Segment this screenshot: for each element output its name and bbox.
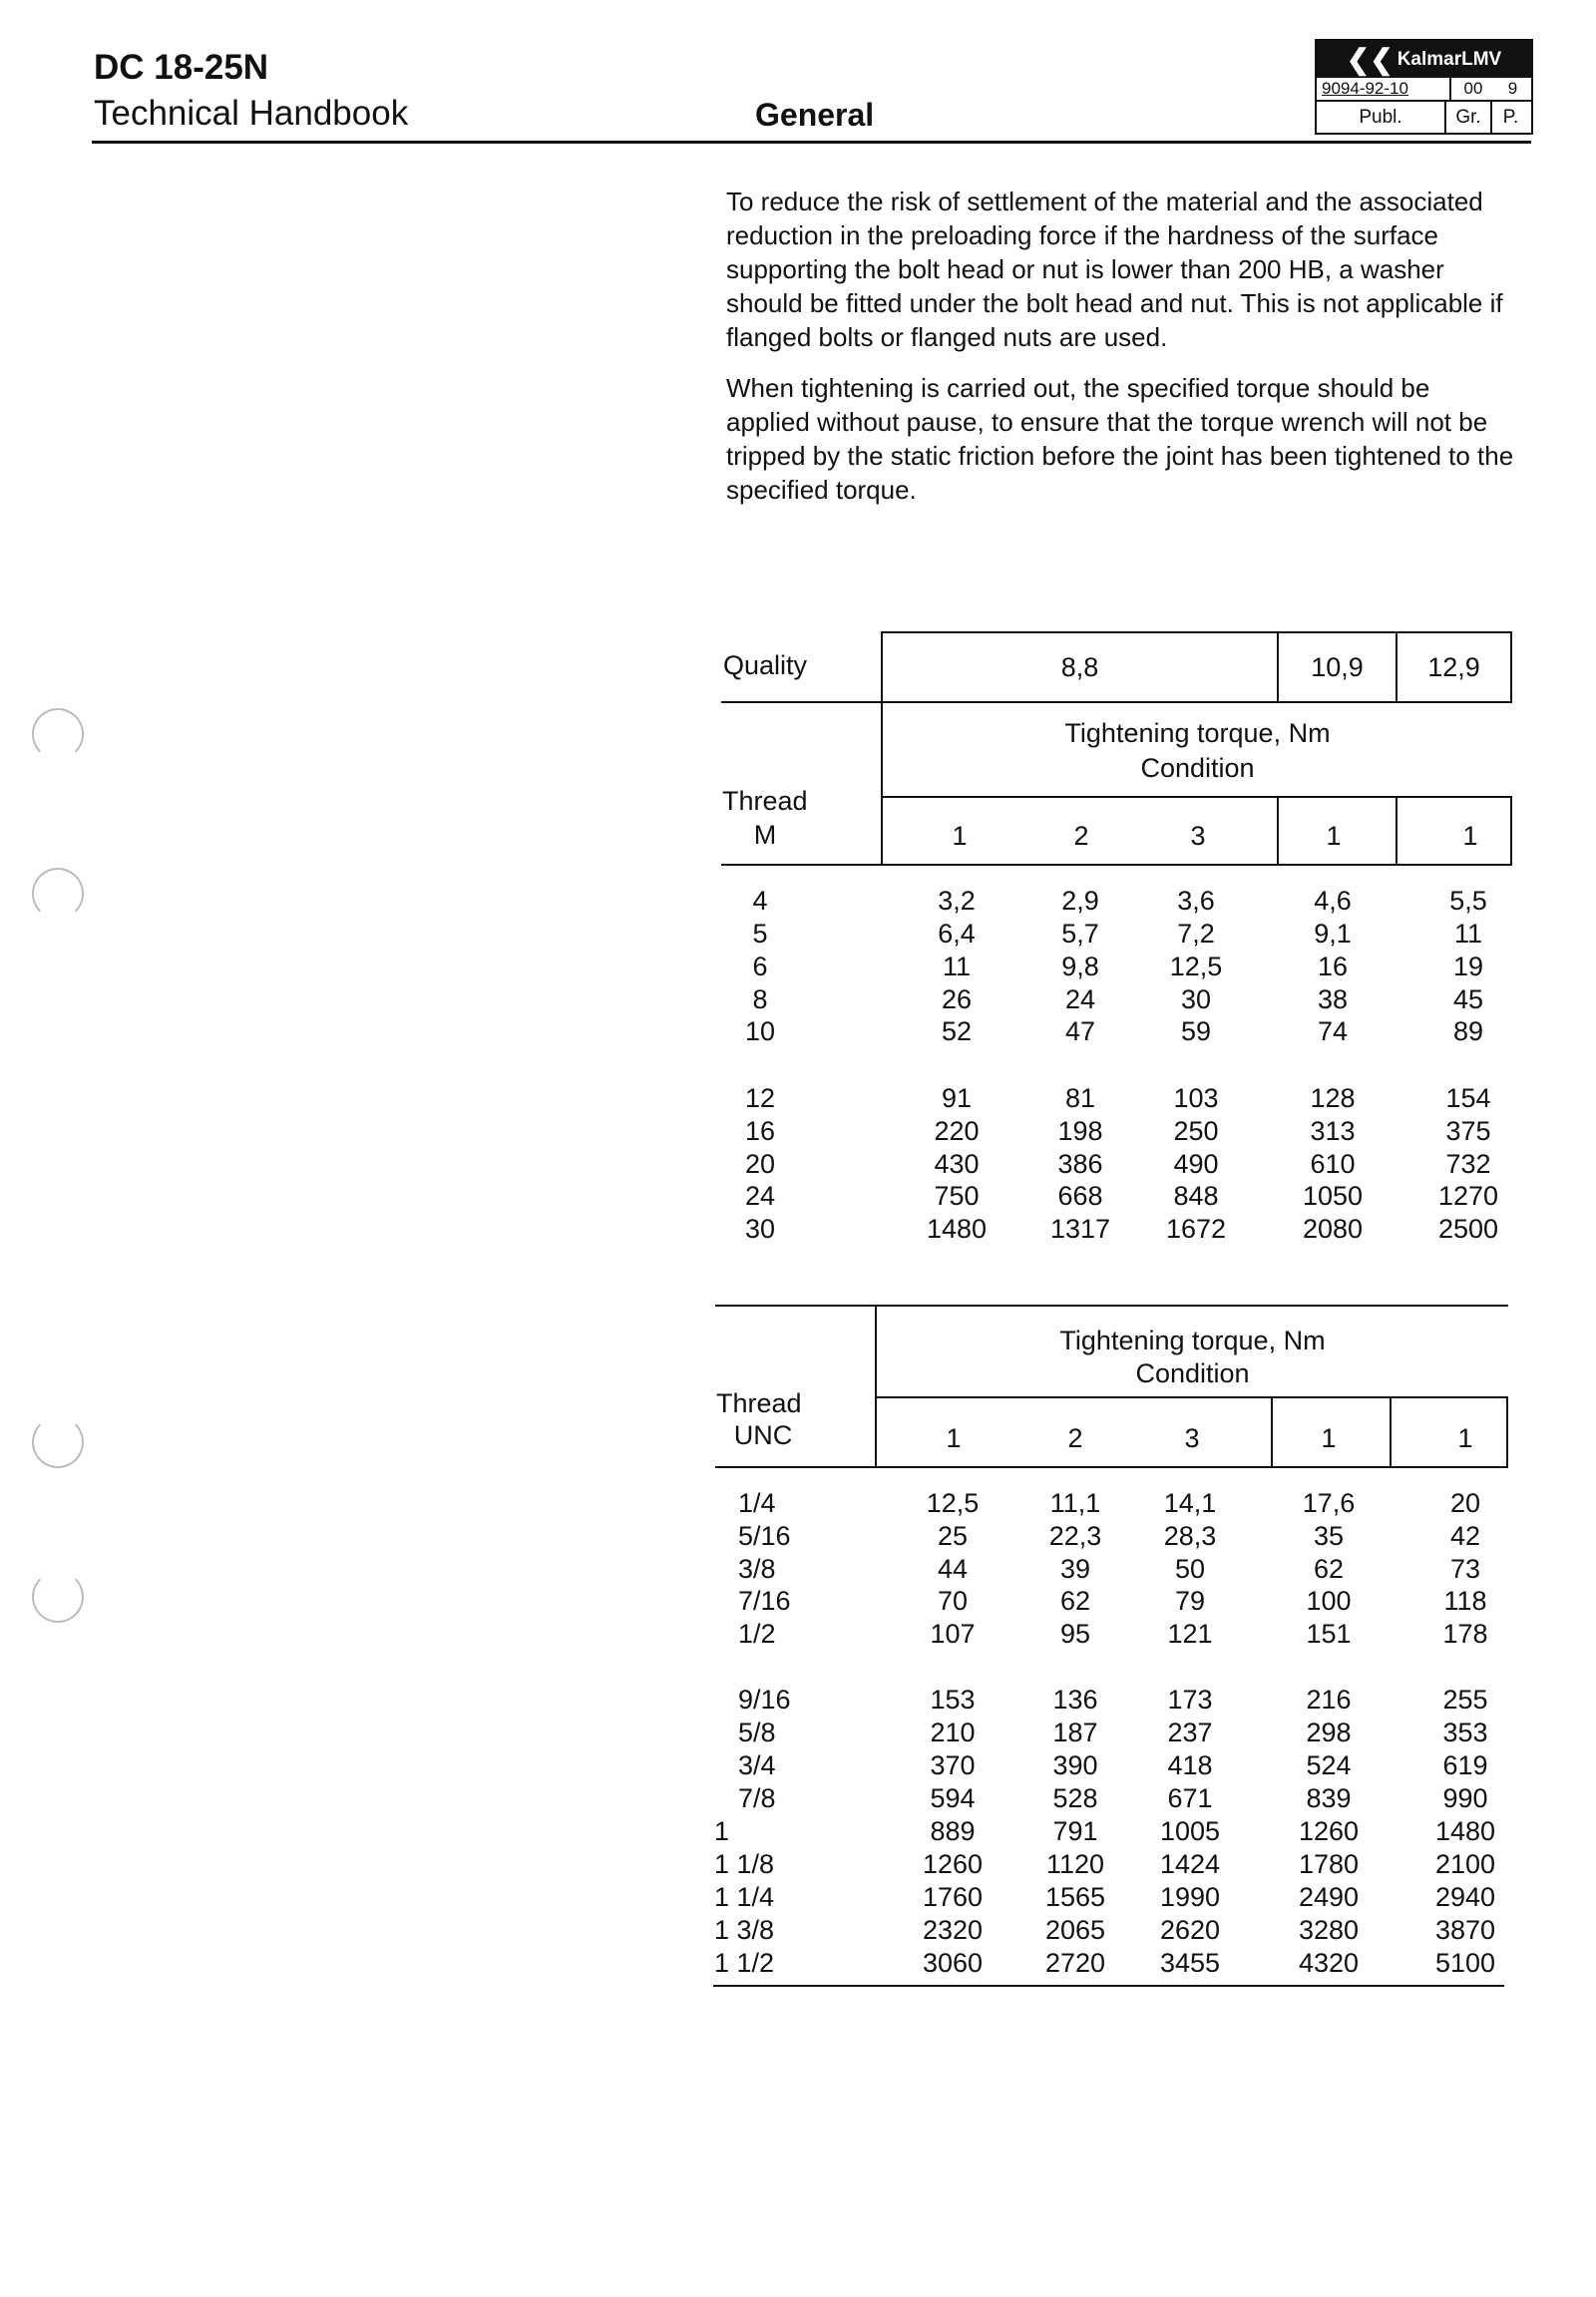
- torque-value-cell: 3870: [1434, 1915, 1496, 1945]
- binder-hole: [32, 1571, 84, 1623]
- binder-hole: [32, 1416, 84, 1468]
- torque-value-cell: 490: [1173, 1149, 1219, 1179]
- table-rule: [721, 701, 1512, 703]
- thread-label: Thread: [722, 786, 808, 816]
- torque-value-cell: 3,6: [1177, 886, 1215, 916]
- torque-value-cell: 52: [941, 1016, 973, 1046]
- torque-value-cell: 35: [1313, 1521, 1345, 1551]
- condition-label: Condition: [1135, 1358, 1250, 1388]
- torque-value-cell: 30: [1180, 984, 1212, 1014]
- torque-value-cell: 418: [1167, 1750, 1213, 1780]
- torque-value-cell: 3455: [1159, 1948, 1221, 1978]
- torque-value-cell: 889: [930, 1816, 976, 1846]
- torque-value-cell: 73: [1449, 1554, 1481, 1584]
- thread-size-cell: 30: [744, 1214, 776, 1244]
- thread-size-cell: 7/16: [738, 1586, 791, 1616]
- torque-value-cell: 107: [930, 1619, 976, 1649]
- chevron-logo-icon: ❮❮: [1346, 43, 1394, 75]
- thread-size-cell: 20: [744, 1149, 776, 1179]
- thread-unit-m: M: [753, 820, 777, 850]
- torque-value-cell: 153: [930, 1685, 976, 1715]
- torque-value-cell: 2080: [1302, 1214, 1364, 1244]
- torque-value-cell: 1760: [922, 1882, 984, 1912]
- torque-value-cell: 11: [942, 952, 972, 981]
- torque-value-cell: 255: [1442, 1685, 1488, 1715]
- thread-size-cell: 5/8: [738, 1718, 776, 1747]
- brand-logo: [1317, 41, 1531, 78]
- torque-value-cell: 19: [1452, 952, 1484, 981]
- torque-value-cell: 2320: [922, 1915, 984, 1945]
- torque-value-cell: 848: [1173, 1181, 1219, 1211]
- torque-value-cell: 524: [1306, 1750, 1352, 1780]
- torque-value-cell: 1424: [1159, 1849, 1221, 1879]
- torque-value-cell: 610: [1310, 1149, 1356, 1179]
- condition-1-129: 1: [1457, 1423, 1473, 1453]
- torque-value-cell: 732: [1445, 1149, 1491, 1179]
- torque-value-cell: 3280: [1298, 1915, 1360, 1945]
- thread-size-cell: 9/16: [738, 1685, 791, 1715]
- thread-size-cell: 7/8: [738, 1783, 776, 1813]
- thread-size-cell: 5: [752, 919, 768, 949]
- torque-value-cell: 594: [930, 1783, 976, 1813]
- torque-label: Tightening torque, Nm: [1064, 718, 1331, 748]
- torque-label: Tightening torque, Nm: [1059, 1326, 1326, 1355]
- torque-value-cell: 2500: [1437, 1214, 1499, 1244]
- publ-label: Publ.: [1359, 106, 1402, 128]
- torque-value-cell: 791: [1052, 1816, 1098, 1846]
- torque-value-cell: 1990: [1159, 1882, 1221, 1912]
- condition-1-129: 1: [1462, 821, 1478, 851]
- torque-value-cell: 17,6: [1302, 1488, 1356, 1518]
- torque-value-cell: 1270: [1437, 1181, 1499, 1211]
- torque-value-cell: 237: [1167, 1718, 1213, 1747]
- torque-value-cell: 59: [1180, 1016, 1212, 1046]
- torque-value-cell: 45: [1452, 984, 1484, 1014]
- torque-value-cell: 5100: [1434, 1948, 1496, 1978]
- torque-value-cell: 28,3: [1163, 1521, 1217, 1551]
- torque-value-cell: 1260: [922, 1849, 984, 1879]
- torque-value-cell: 173: [1167, 1685, 1213, 1715]
- torque-value-cell: 2,9: [1061, 886, 1099, 916]
- torque-value-cell: 12,5: [926, 1488, 980, 1518]
- thread-size-cell: 1 3/8: [714, 1915, 775, 1945]
- torque-value-cell: 1050: [1302, 1181, 1364, 1211]
- torque-value-cell: 4,6: [1314, 886, 1352, 916]
- document-subtitle: Technical Handbook: [94, 94, 409, 133]
- torque-value-cell: 74: [1317, 1016, 1349, 1046]
- thread-size-cell: 1 1/4: [714, 1882, 775, 1912]
- torque-value-cell: 4320: [1298, 1948, 1360, 1978]
- thread-size-cell: 16: [744, 1116, 776, 1146]
- torque-value-cell: 11,1: [1049, 1488, 1101, 1518]
- table-rule: [715, 1305, 1508, 1307]
- torque-value-cell: 198: [1057, 1116, 1103, 1146]
- section-title: General: [755, 97, 875, 133]
- torque-value-cell: 990: [1442, 1783, 1488, 1813]
- torque-value-cell: 528: [1052, 1783, 1098, 1813]
- publication-numbers: [1317, 78, 1531, 102]
- thread-size-cell: 4: [752, 886, 768, 916]
- torque-value-cell: 2620: [1159, 1915, 1221, 1945]
- torque-value-cell: 91: [941, 1083, 973, 1113]
- torque-value-cell: 9,8: [1061, 952, 1099, 981]
- condition-1-109: 1: [1321, 1423, 1337, 1453]
- table-rule: [721, 864, 881, 866]
- torque-value-cell: 81: [1064, 1083, 1096, 1113]
- thread-size-cell: 1 1/2: [714, 1948, 775, 1978]
- torque-value-cell: 20: [1449, 1488, 1481, 1518]
- torque-value-cell: 178: [1442, 1619, 1488, 1649]
- torque-value-cell: 38: [1317, 984, 1349, 1014]
- torque-value-cell: 2720: [1044, 1948, 1106, 1978]
- torque-value-cell: 386: [1057, 1149, 1103, 1179]
- torque-value-cell: 1317: [1049, 1214, 1111, 1244]
- torque-value-cell: 44: [937, 1554, 969, 1584]
- torque-value-cell: 16: [1317, 952, 1349, 981]
- document-title: DC 18-25N: [94, 48, 269, 87]
- torque-value-cell: 1260: [1298, 1816, 1360, 1846]
- torque-value-cell: 671: [1167, 1783, 1213, 1813]
- thread-size-cell: 8: [752, 984, 768, 1014]
- thread-size-cell: 6: [752, 952, 768, 981]
- thread-label: Thread: [716, 1388, 802, 1418]
- paragraph-washer-note: To reduce the risk of settlement of the material and the associated reduction in the preloading force if the hardness of the surface supporting the bolt head or nut is lower than 200 HB, a washer should be fitted under the bolt head and nut. This is not applicable if flanged bolts or flanged nuts are used.: [726, 187, 1503, 352]
- torque-value-cell: 375: [1445, 1116, 1491, 1146]
- torque-value-cell: 3060: [922, 1948, 984, 1978]
- quality-label: Quality: [723, 650, 808, 680]
- torque-value-cell: 12,5: [1169, 952, 1223, 981]
- torque-value-cell: 2940: [1434, 1882, 1496, 1912]
- torque-value-cell: 2065: [1044, 1915, 1106, 1945]
- torque-value-cell: 11: [1453, 919, 1483, 949]
- condition-3: 3: [1190, 821, 1206, 851]
- torque-value-cell: 89: [1452, 1016, 1484, 1046]
- condition-3: 3: [1184, 1423, 1200, 1453]
- torque-value-cell: 187: [1052, 1718, 1098, 1747]
- torque-value-cell: 50: [1174, 1554, 1206, 1584]
- torque-value-cell: 1780: [1298, 1849, 1360, 1879]
- thread-size-cell: 1/4: [738, 1488, 776, 1518]
- torque-value-cell: 95: [1059, 1619, 1091, 1649]
- torque-value-cell: 24: [1064, 984, 1096, 1014]
- torque-value-cell: 79: [1174, 1586, 1206, 1616]
- binder-hole: [32, 868, 84, 920]
- publication-labels: [1317, 102, 1531, 133]
- torque-value-cell: 3,2: [938, 886, 976, 916]
- group-number: 00: [1449, 78, 1495, 100]
- torque-value-cell: 1565: [1044, 1882, 1106, 1912]
- condition-1-109: 1: [1326, 821, 1342, 851]
- torque-value-cell: 128: [1310, 1083, 1356, 1113]
- thread-size-cell: 3/4: [738, 1750, 776, 1780]
- torque-value-cell: 2490: [1298, 1882, 1360, 1912]
- torque-value-cell: 1480: [1434, 1816, 1496, 1846]
- quality-88: 8,8: [1060, 652, 1099, 682]
- torque-value-cell: 121: [1167, 1619, 1213, 1649]
- paragraph-tightening-note: When tightening is carried out, the specified torque should be applied without pause, to ensure that the torque wrench will not be tripped by the static friction before the joint has been tightened to the specified torque.: [726, 373, 1514, 505]
- torque-value-cell: 668: [1057, 1181, 1103, 1211]
- torque-value-cell: 62: [1313, 1554, 1345, 1584]
- torque-value-cell: 390: [1052, 1750, 1098, 1780]
- torque-value-cell: 70: [937, 1586, 969, 1616]
- torque-value-cell: 103: [1173, 1083, 1219, 1113]
- torque-value-cell: 216: [1306, 1685, 1352, 1715]
- publication-info-box: [1315, 39, 1533, 135]
- quality-129: 12,9: [1427, 652, 1480, 682]
- thread-size-cell: 1: [714, 1816, 730, 1846]
- thread-unit-unc: UNC: [733, 1420, 793, 1450]
- torque-value-cell: 62: [1059, 1586, 1091, 1616]
- torque-value-cell: 22,3: [1048, 1521, 1102, 1551]
- torque-value-cell: 9,1: [1314, 919, 1352, 949]
- torque-value-cell: 5,7: [1061, 919, 1099, 949]
- torque-value-cell: 5,5: [1449, 886, 1487, 916]
- torque-value-cell: 839: [1306, 1783, 1352, 1813]
- page-number: 9: [1507, 79, 1518, 98]
- torque-value-cell: 210: [930, 1718, 976, 1747]
- quality-109: 10,9: [1311, 652, 1364, 682]
- torque-value-cell: 430: [934, 1149, 980, 1179]
- torque-value-cell: 25: [937, 1521, 969, 1551]
- torque-value-cell: 26: [941, 984, 973, 1014]
- thread-size-cell: 12: [744, 1083, 776, 1113]
- torque-value-cell: 619: [1442, 1750, 1488, 1780]
- torque-value-cell: 118: [1443, 1586, 1487, 1616]
- condition-2: 2: [1067, 1423, 1083, 1453]
- thread-size-cell: 24: [744, 1181, 776, 1211]
- torque-value-cell: 250: [1173, 1116, 1219, 1146]
- thread-size-cell: 5/16: [738, 1521, 791, 1551]
- gr-label: Gr.: [1444, 102, 1490, 133]
- torque-value-cell: 298: [1306, 1718, 1352, 1747]
- p-label: P.: [1490, 102, 1529, 133]
- torque-value-cell: 353: [1442, 1718, 1488, 1747]
- torque-value-cell: 1480: [926, 1214, 988, 1244]
- condition-2: 2: [1073, 821, 1089, 851]
- torque-value-cell: 42: [1449, 1521, 1481, 1551]
- torque-value-cell: 1672: [1165, 1214, 1227, 1244]
- condition-label: Condition: [1140, 753, 1255, 783]
- torque-value-cell: 1005: [1159, 1816, 1221, 1846]
- torque-value-cell: 14,1: [1163, 1488, 1217, 1518]
- torque-value-cell: 154: [1445, 1083, 1491, 1113]
- torque-value-cell: 370: [930, 1750, 976, 1780]
- condition-1: 1: [946, 1423, 962, 1453]
- table-bottom-rule: [713, 1985, 1504, 1987]
- condition-1: 1: [952, 821, 968, 851]
- table-rule: [715, 1466, 875, 1468]
- torque-value-cell: 47: [1064, 1016, 1096, 1046]
- torque-value-cell: 1120: [1045, 1849, 1105, 1879]
- torque-value-cell: 151: [1306, 1619, 1352, 1649]
- publication-number: 9094-92-10: [1322, 79, 1408, 98]
- torque-value-cell: 7,2: [1177, 919, 1215, 949]
- torque-value-cell: 750: [934, 1181, 980, 1211]
- torque-value-cell: 136: [1052, 1685, 1098, 1715]
- binder-hole: [32, 708, 84, 760]
- torque-value-cell: 2100: [1434, 1849, 1496, 1879]
- torque-value-cell: 39: [1059, 1554, 1091, 1584]
- thread-size-cell: 1/2: [738, 1619, 776, 1649]
- torque-value-cell: 6,4: [938, 919, 976, 949]
- thread-size-cell: 3/8: [738, 1554, 776, 1584]
- torque-value-cell: 100: [1306, 1586, 1352, 1616]
- torque-value-cell: 313: [1310, 1116, 1356, 1146]
- thread-size-cell: 1 1/8: [714, 1849, 775, 1879]
- torque-value-cell: 220: [934, 1116, 980, 1146]
- thread-size-cell: 10: [744, 1016, 776, 1046]
- brand-name: KalmarLMV: [1396, 48, 1502, 70]
- header-divider: [92, 141, 1531, 144]
